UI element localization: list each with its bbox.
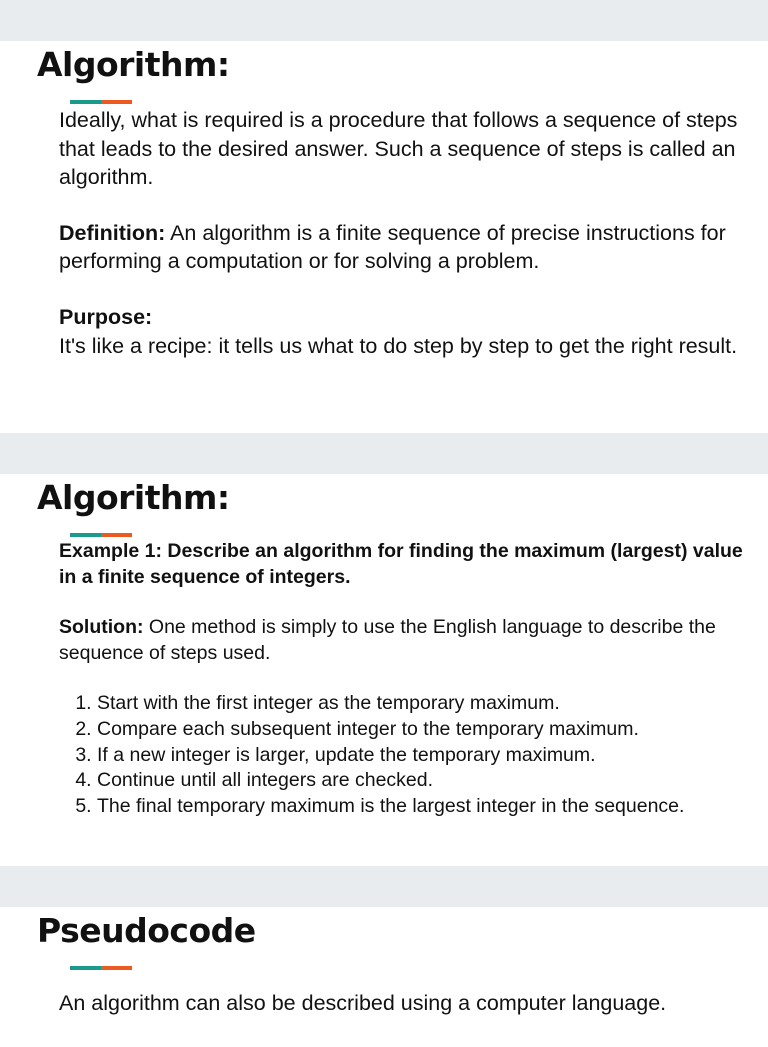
list-item: 1. Start with the first integer as the temporary maximum. [97,691,759,717]
accent-teal [70,966,101,970]
title-accent-bar [70,966,132,970]
purpose-paragraph [59,303,749,360]
definition-label: Definition: [59,220,166,245]
pseudocode-paragraph: An algorithm can also be described using a computer language. [59,991,667,1015]
list-item: 5. The final temporary maximum is the largest integer in the sequence. [97,794,759,820]
accent-teal [70,533,101,537]
solution-label: Solution: [59,616,144,639]
slide-pseudocode [0,907,768,1047]
steps-list [59,691,759,819]
slide-title: Pseudocode [37,911,256,950]
accent-orange [101,533,132,537]
definition-text: An algorithm is a finite sequence of precise instructions for performing a computation or for solving a problem. [59,220,726,274]
title-accent-bar [70,100,132,104]
solution-paragraph [59,615,759,666]
accent-teal [70,100,101,104]
example-heading: Example 1: Describe an algorithm for finding the maximum (largest) value in a finite sequence of integers. [59,540,743,588]
list-item: 3. If a new integer is larger, update the temporary maximum. [97,743,759,769]
accent-orange [101,966,132,970]
intro-paragraph: Ideally, what is required is a procedure that follows a sequence of steps that leads to the desired answer. Such a sequence of steps is called an algorithm. [59,108,738,190]
slide-title: Algorithm: [37,45,230,84]
slide-body [59,989,704,1018]
accent-orange [101,100,132,104]
list-item: 2. Compare each subsequent integer to the temporary maximum. [97,717,759,743]
purpose-label: Purpose: [59,304,153,329]
slide-body [59,539,759,819]
slide-title: Algorithm: [37,478,230,517]
solution-text: One method is simply to use the English language to describe the sequence of steps used. [59,616,716,664]
slide-body [59,106,749,360]
slide-algorithm-intro [0,41,768,433]
purpose-text: It's like a recipe: it tells us what to do step by step to get the right result. [59,333,738,358]
slide-algorithm-example [0,474,768,866]
title-accent-bar [70,533,132,537]
definition-paragraph [59,219,749,276]
list-item: 4. Continue until all integers are checked. [97,768,759,794]
